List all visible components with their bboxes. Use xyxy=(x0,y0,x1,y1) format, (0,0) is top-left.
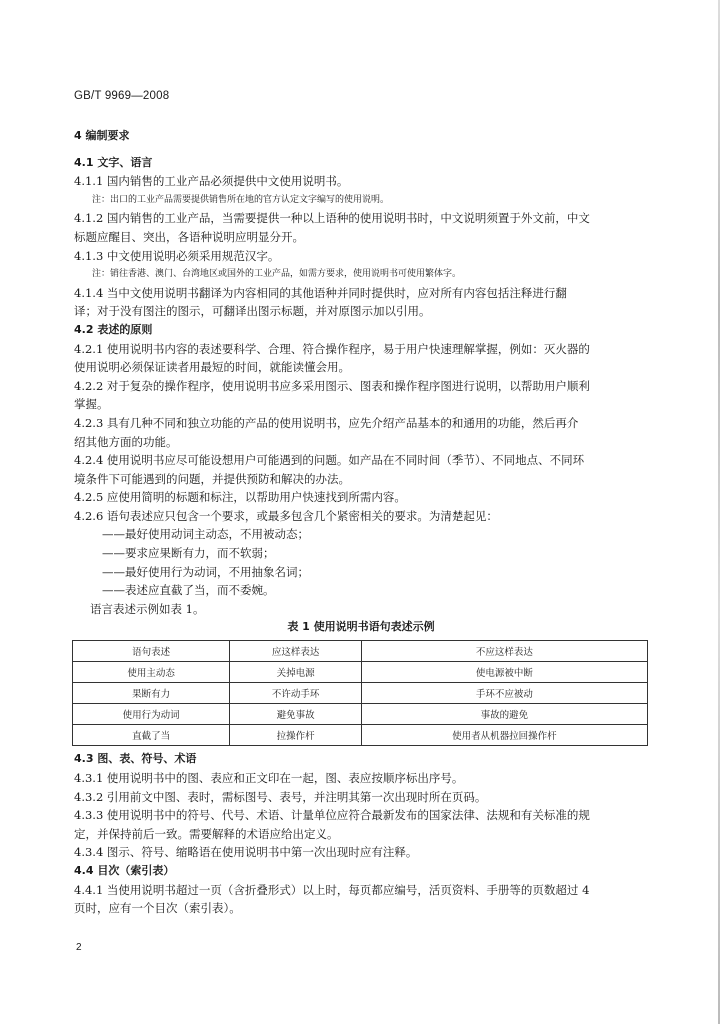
table-cell: 手环不应被动 xyxy=(361,683,647,704)
table-1-caption: 表 1 使用说明书语句表述示例 xyxy=(287,620,435,634)
clause-4-2-1-line-2: 使用说明必须保证读者用最短的时间，就能读懂会用。 xyxy=(74,360,350,375)
table-cell: 果断有力 xyxy=(73,683,230,704)
dash-item-3: ——最好使用行为动词，不用抽象名词； xyxy=(102,564,309,579)
clause-4-1-4-line-1: 4.1.4 当中文使用说明书翻译为内容相同的其他语种并同时提供时，应对所有内容包括注释进行翻 xyxy=(74,285,567,300)
note-4-1-1: 注：出口的工业产品需要提供销售所在地的官方认定文字编写的使用说明。 xyxy=(92,194,390,205)
dash-item-1: ——最好使用动词主动态，不用被动态； xyxy=(102,527,309,542)
clause-4-3-1: 4.3.1 使用说明书中的图、表应和正文印在一起，图、表应按顺序标出序号。 xyxy=(74,771,464,786)
clause-4-2-1-line-1: 4.2.1 使用说明书内容的表述要科学、合理、符合操作程序，易于用户快速理解掌握，例如：灭火器的 xyxy=(74,341,590,356)
table-cell: 避免事故 xyxy=(230,704,362,725)
section-4-3-title: 4.3 图、表、符号、术语 xyxy=(74,752,197,766)
clause-4-3-3-line-2: 定，并保持前后一致。需要解释的术语应给出定义。 xyxy=(74,826,339,841)
clause-4-1-1: 4.1.1 国内销售的工业产品必须提供中文使用说明书。 xyxy=(74,174,349,189)
table-row xyxy=(73,704,648,725)
table-cell: 使电源被中断 xyxy=(361,662,647,683)
table-cell: 关掉电源 xyxy=(230,662,362,683)
table-header-row xyxy=(73,641,648,662)
clause-4-2-6: 4.2.6 语句表述应只包含一个要求，或最多包含几个紧密相关的要求。为清楚起见： xyxy=(74,508,498,523)
section-4-title: 4 编制要求 xyxy=(74,129,130,142)
clause-4-2-2-line-2: 掌握。 xyxy=(74,397,109,412)
clause-4-2-3-line-2: 绍其他方面的功能。 xyxy=(74,434,178,449)
clause-4-3-4: 4.3.4 图示、符号、缩略语在使用说明书中第一次出现时应有注释。 xyxy=(74,845,418,860)
table-cell: 不许动手环 xyxy=(230,683,362,704)
page-number: 2 xyxy=(76,942,82,953)
section-4-4-title: 4.4 目次（索引表） xyxy=(74,864,175,877)
table-header-cell: 语句表述 xyxy=(73,641,230,662)
main-content xyxy=(74,127,648,918)
standard-code: GB/T 9969—2008 xyxy=(74,90,170,102)
table-header-cell: 应这样表达 xyxy=(230,641,362,662)
table-cell: 使用行为动词 xyxy=(73,704,230,725)
table-row xyxy=(73,683,648,704)
note-4-1-3: 注：销往香港、澳门、台湾地区或国外的工业产品，如需方要求，使用说明书可使用繁体字。 xyxy=(92,269,462,280)
table-header-cell: 不应这样表达 xyxy=(361,641,647,662)
table-cell: 事故的避免 xyxy=(361,704,647,725)
section-4-1-title: 4.1 文字、语言 xyxy=(74,155,153,169)
table-cell: 使用者从机器拉回操作杆 xyxy=(361,725,647,746)
clause-4-2-5: 4.2.5 应使用简明的标题和标注，以帮助用户快速找到所需内容。 xyxy=(74,490,406,505)
table-row xyxy=(73,725,648,746)
clause-4-2-4-line-1: 4.2.4 使用说明书应尽可能设想用户可能遇到的问题。如产品在不同时间（季节）、不同地点、不同环 xyxy=(74,453,585,468)
table-row xyxy=(73,662,648,683)
table-reference: 语言表述示例如表 1。 xyxy=(90,601,205,616)
clause-4-3-2: 4.3.2 引用前文中图、表时，需标图号、表号，并注明其第一次出现时所在页码。 xyxy=(74,789,487,804)
dash-item-4: ——表述应直截了当，而不委婉。 xyxy=(102,583,275,598)
clause-4-1-2-line-2: 标题应醒目、突出，各语种说明应明显分开。 xyxy=(74,229,304,244)
section-4-2-title: 4.2 表述的原则 xyxy=(74,322,153,336)
table-1 xyxy=(72,640,648,746)
clause-4-1-3: 4.1.3 中文使用说明必须采用规范汉字。 xyxy=(74,248,280,263)
clause-4-3-3-line-1: 4.3.3 使用说明书中的符号、代号、术语、计量单位应符合最新发布的国家法律、法规和有关标准的规 xyxy=(74,808,590,823)
clause-4-2-3-line-1: 4.2.3 具有几种不同和独立功能的产品的使用说明书，应先介绍产品基本的和通用的功能，然后再介 xyxy=(74,415,579,430)
table-cell: 直截了当 xyxy=(73,725,230,746)
clause-4-1-4-line-2: 译；对于没有图注的图示，可翻译出图示标题，并对原图示加以引用。 xyxy=(74,304,431,319)
clause-4-2-4-line-2: 境条件下可能遇到的问题，并提供预防和解决的办法。 xyxy=(74,471,350,486)
table-cell: 拉操作杆 xyxy=(230,725,362,746)
clause-4-1-2-line-1: 4.1.2 国内销售的工业产品，当需要提供一种以上语种的使用说明书时，中文说明须置于外文前，中文 xyxy=(74,211,590,226)
scan-edge-shadow xyxy=(718,0,720,1024)
clause-4-4-1-line-1: 4.4.1 当使用说明书超过一页（含折叠形式）以上时，每页都应编号，活页资料、手册等的页数超过 4 xyxy=(74,882,590,897)
dash-item-2: ——要求应果断有力，而不软弱； xyxy=(102,546,275,561)
table-cell: 使用主动态 xyxy=(73,662,230,683)
clause-4-4-1-line-2: 页时，应有一个目次（索引表）。 xyxy=(74,901,241,916)
clause-4-2-2-line-1: 4.2.2 对于复杂的操作程序，使用说明书应多采用图示、图表和操作程序图进行说明，以帮助用户顺利 xyxy=(74,378,590,393)
